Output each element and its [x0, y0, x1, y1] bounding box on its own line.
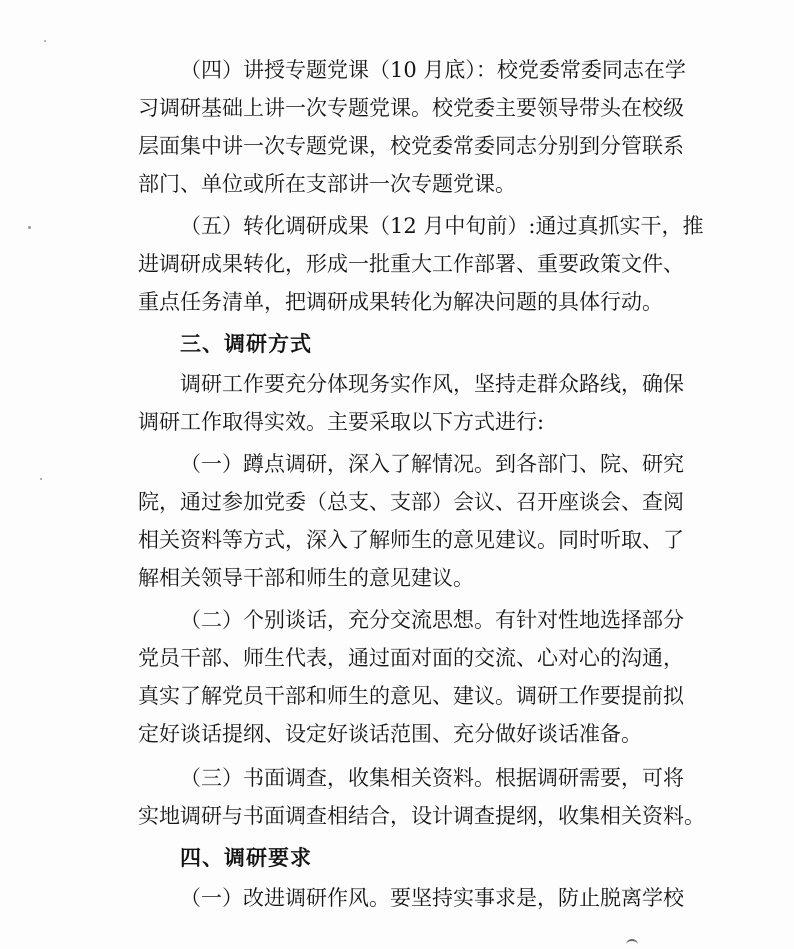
section-heading: 三、调研方式	[180, 332, 312, 356]
page-number-fragment	[626, 939, 638, 949]
text-line: 解相关领导干部和师生的意见建议。	[138, 566, 474, 590]
text-line: 相关资料等方式，深入了解师生的意见建议。同时听取、了	[138, 528, 684, 552]
text-line: 定好谈话提纲、设定好谈话范围、充分做好谈话准备。	[138, 722, 642, 746]
text-line: （二）个别谈话，充分交流思想。有针对性地选择部分	[180, 608, 684, 632]
text-line: 调研工作取得实效。主要采取以下方式进行:	[138, 410, 545, 434]
text-line: （三）书面调查，收集相关资料。根据调研需要，可将	[180, 766, 684, 790]
text-line: 调研工作要充分体现务实作风，坚持走群众路线，确保	[180, 372, 684, 396]
text-line: 院，通过参加党委（总支、支部）会议、召开座谈会、查阅	[138, 490, 684, 514]
scan-speck	[44, 40, 46, 42]
text-line: 党员干部、师生代表，通过面对面的交流、心对心的沟通，	[138, 646, 684, 670]
scan-speck	[40, 478, 42, 480]
text-line: 进调研成果转化，形成一批重大工作部署、重要政策文件、	[138, 252, 684, 276]
text-line: （五）转化调研成果（12 月中旬前）:通过真抓实干，推	[180, 214, 704, 238]
section-heading: 四、调研要求	[180, 846, 312, 870]
text-line: 重点任务清单，把调研成果转化为解决问题的具体行动。	[138, 290, 663, 314]
text-line: 真实了解党员干部和师生的意见、建议。调研工作要提前拟	[138, 684, 684, 708]
scan-speck	[28, 226, 31, 229]
text-line: 层面集中讲一次专题党课，校党委常委同志分别到分管联系	[138, 134, 684, 158]
text-line: 部门、单位或所在支部讲一次专题党课。	[138, 172, 516, 196]
text-line: （一）蹲点调研，深入了解情况。到各部门、院、研究	[180, 452, 684, 476]
text-line: （一）改进调研作风。要坚持实事求是，防止脱离学校	[180, 886, 684, 910]
text-line: （四）讲授专题党课（10 月底）：校党委常委同志在学	[180, 58, 686, 82]
text-line: 实地调研与书面调查相结合，设计调查提纲，收集相关资料。	[138, 804, 705, 828]
text-line: 习调研基础上讲一次专题党课。校党委主要领导带头在校级	[138, 96, 684, 120]
